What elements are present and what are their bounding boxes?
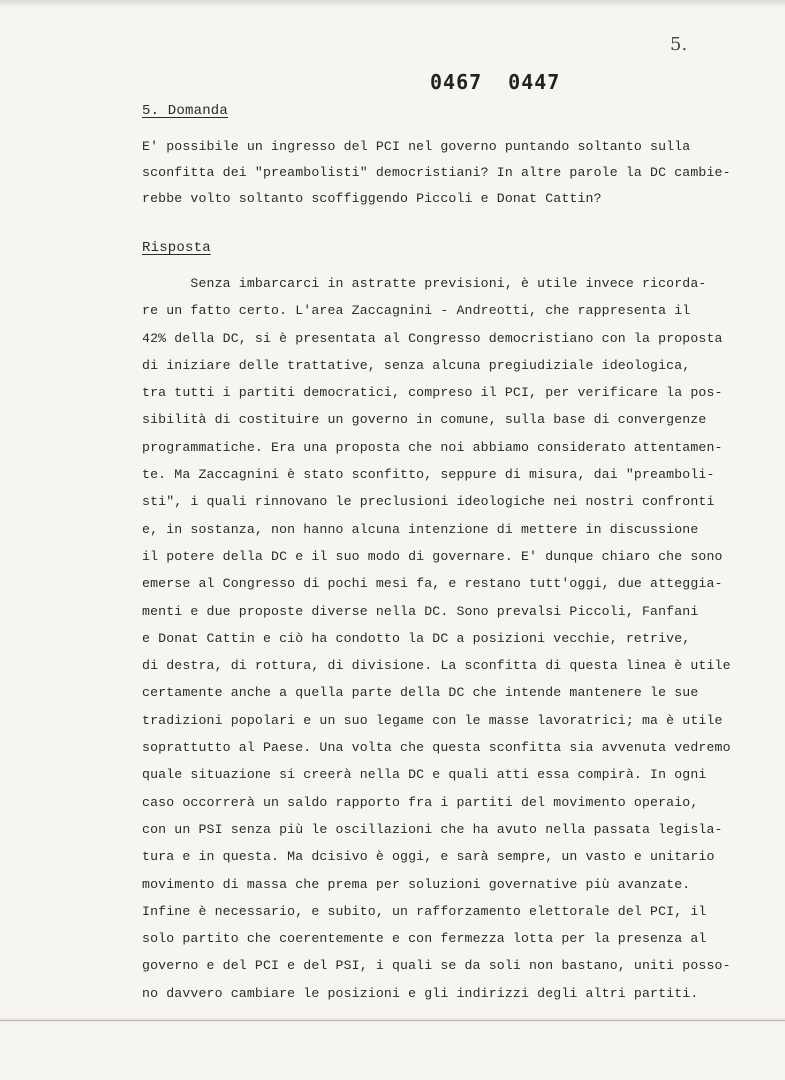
archive-stamp [430,70,586,94]
stamp-number-1: 0467 [430,70,483,94]
question-line: E' possibile un ingresso del PCI nel governo puntando soltanto sulla [142,139,691,154]
answer-line: soprattutto al Paese. Una volta che questa sconfitta sia avvenuta vedremo [142,740,731,756]
answer-line: tura e in questa. Ma dcisivo è oggi, e sarà sempre, un vasto e unitario [142,849,715,865]
answer-line: di iniziare delle trattative, senza alcuna pregiudiziale ideologica, [142,357,691,373]
answer-line: con un PSI senza più le oscillazioni che ha avuto nella passata legisla- [142,821,723,837]
answer-line: solo partito che coerentemente e con fermezza lotta per la presenza al [142,931,707,947]
answer-line: sibilità di costituire un governo in comune, sulla base di convergenze [142,412,707,428]
answer-line: il potere della DC e il suo modo di governare. E' dunque chiaro che sono [142,548,723,564]
question-line: rebbe volto soltanto scoffiggendo Piccoli e Donat Cattin? [142,191,602,206]
question-heading: 5. Domanda [142,103,229,119]
answer-line: certamente anche a quella parte della DC che intende mantenere le sue [142,685,699,701]
answer-line: menti e due proposte diverse nella DC. Sono prevalsi Piccoli, Fanfani [142,603,699,619]
answer-line: Senza imbarcarci in astratte previsioni, è utile invece ricorda- [142,276,707,291]
answer-line: governo e del PCI e del PSI, i quali se da soli non bastano, uniti posso- [142,958,731,974]
question-line: sconfitta dei "preambolisti" democristiani? In altre parole la DC cambie- [142,165,731,180]
answer-text [142,270,731,1007]
answer-line: re un fatto certo. L'area Zaccagnini - Andreotti, che rappresenta il [142,303,691,319]
answer-line: te. Ma Zaccagnini è stato sconfitto, seppure di misura, dai "preamboli- [142,467,715,483]
answer-line: Infine è necessario, e subito, un rafforzamento elettorale del PCI, il [142,903,707,919]
answer-line: movimento di massa che prema per soluzioni governative più avanzate. [142,876,691,892]
page-bottom-edge [0,1018,785,1080]
answer-line: emerse al Congresso di pochi mesi fa, e restano tutt'oggi, due atteggia- [142,576,723,592]
answer-line: caso occorrerà un saldo rapporto fra i partiti del movimento operaio, [142,794,699,810]
question-text [142,134,731,212]
answer-line: no davvero cambiare le posizioni e gli indirizzi degli altri partiti. [142,985,699,1001]
answer-line: sti", i quali rinnovano le preclusioni ideologiche nei nostri confronti [142,494,715,510]
answer-line: e Donat Cattin e ciò ha condotto la DC a posizioni vecchie, retrive, [142,630,691,646]
answer-line: 42% della DC, si è presentata al Congresso democristiano con la proposta [142,330,723,346]
answer-line: tra tutti i partiti democratici, compreso il PCI, per verificare la pos- [142,385,723,401]
answer-line: e, in sostanza, non hanno alcuna intenzione di mettere in discussione [142,521,699,537]
answer-line: programmatiche. Era una proposta che noi abbiamo considerato attentamen- [142,439,723,455]
page-top-edge [0,0,785,8]
page-number: 5. [670,34,688,55]
answer-line: di destra, di rottura, di divisione. La sconfitta di questa linea è utile [142,658,731,674]
answer-line: quale situazione si creerà nella DC e quali atti essa compirà. In ogni [142,767,707,783]
answer-heading: Risposta [142,240,211,256]
stamp-number-2: 0447 [508,70,561,94]
answer-line: tradizioni popolari e un suo legame con le masse lavoratrici; ma è utile [142,712,723,728]
